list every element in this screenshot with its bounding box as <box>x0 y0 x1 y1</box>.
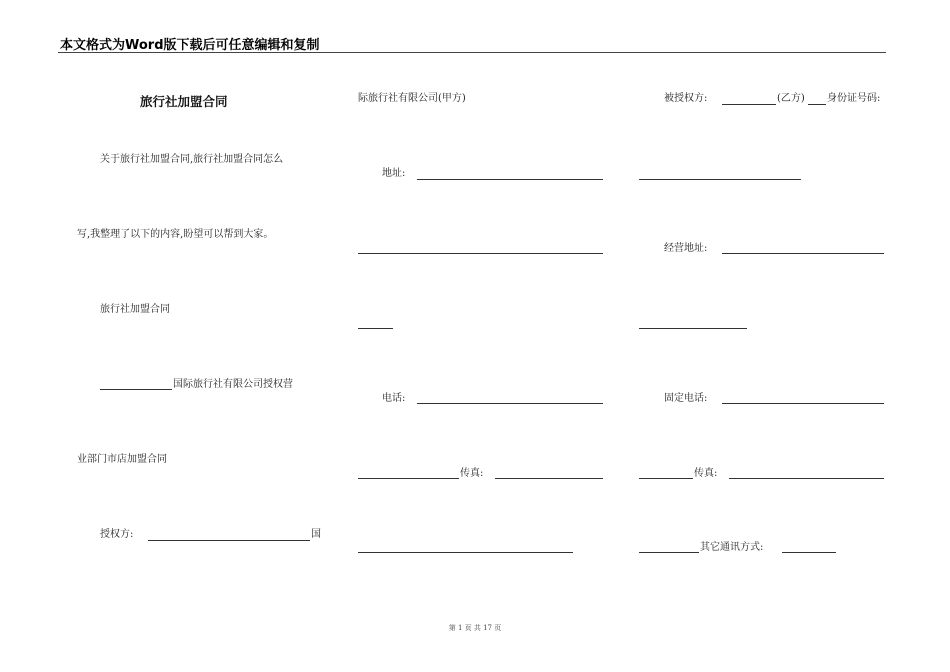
blank-phone <box>417 403 603 404</box>
blank-fax-b <box>729 478 884 479</box>
blank-party-b <box>808 104 826 105</box>
blank-business-address-line-2 <box>639 328 747 329</box>
party-suffix: 国际旅行社有限公司授权营 <box>173 379 293 390</box>
blank-fixed-phone-cont <box>639 478 693 479</box>
document-header: 本文格式为Word版下载后可任意编辑和复制 <box>60 38 320 53</box>
address-label: 地址: <box>382 168 406 179</box>
blank-party-name <box>100 389 172 390</box>
blank-fax <box>495 478 603 479</box>
blank-other-contact <box>782 552 836 553</box>
intro-line-2: 写,我整理了以下的内容,盼望可以帮到大家。 <box>77 229 274 240</box>
contract-name: 业部门市店加盟合同 <box>77 454 167 465</box>
fax-label: 传真: <box>460 468 484 479</box>
blank-fixed-phone <box>722 403 884 404</box>
blank-other-contact-lead <box>639 552 699 553</box>
business-address-label: 经营地址: <box>664 243 708 254</box>
id-number-label: 身份证号码: <box>827 93 881 104</box>
intro-line-1: 关于旅行社加盟合同,旅行社加盟合同怎么 <box>100 154 284 165</box>
party-b: (乙方) <box>777 93 805 104</box>
blank-business-address <box>722 253 884 254</box>
blank-fax-line-2 <box>358 552 573 553</box>
phone-label: 电话: <box>382 393 406 404</box>
blank-address <box>417 179 603 180</box>
blank-phone-cont <box>358 478 459 479</box>
header-rule <box>58 52 886 53</box>
fax-label-b: 传真: <box>694 468 718 479</box>
grantee-label: 被授权方: <box>664 93 708 104</box>
blank-id-number <box>639 179 801 180</box>
doc-title: 旅行社加盟合同 <box>140 94 228 109</box>
page-footer: 第 1 页 共 17 页 <box>448 624 502 632</box>
contract-subtitle: 旅行社加盟合同 <box>100 304 170 315</box>
other-contact-label: 其它通讯方式: <box>700 542 764 553</box>
blank-address-line-2 <box>358 253 603 254</box>
blank-address-line-3 <box>358 328 393 329</box>
blank-grantee <box>722 104 776 105</box>
grantor-label: 授权方: <box>100 529 134 540</box>
blank-grantor <box>148 540 310 541</box>
grantor-suffix: 国 <box>311 529 321 540</box>
company-continued: 际旅行社有限公司(甲方) <box>358 93 466 104</box>
fixed-phone-label: 固定电话: <box>664 393 708 404</box>
